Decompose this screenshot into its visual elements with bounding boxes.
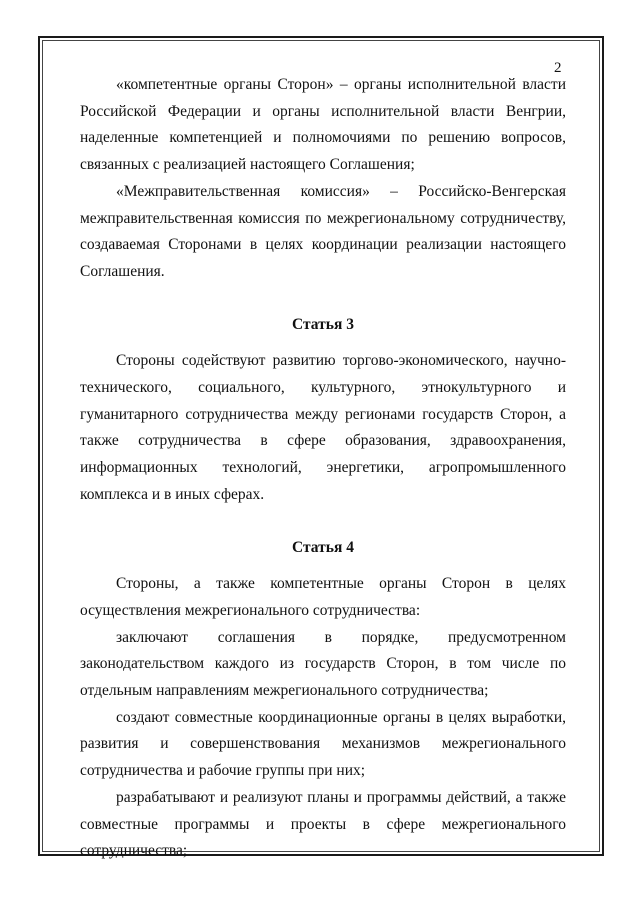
article-4-item-programs: разрабатывают и реализуют планы и программы действий, а также совместные программы и проекты в сфере межрегионального сотрудничества;	[80, 788, 566, 860]
article-4-intro: Стороны, а также компетентные органы Сторон в целях осуществления межрегионального сотрудничества:	[80, 575, 566, 619]
article-4-heading: Статья 4	[292, 538, 354, 556]
article-3-text: Стороны содействуют развитию торгово-экономического, научно-технического, социального, культурного, этнокультурного и гуманитарного сотрудничества между регионами государств Сторон, а также сотрудничества в сфере образования, здравоохранения, информационных технологий, энергетики, агропромышленного комплекса и в иных сферах.	[80, 352, 566, 503]
page-number: 2	[554, 60, 562, 76]
document-body	[80, 72, 566, 865]
article-4-item-coordination-bodies: создают совместные координационные органы в целях выработки, развития и совершенствования механизмов межрегионального сотрудничества и рабочие группы при них;	[80, 708, 566, 780]
article-3-heading: Статья 3	[292, 315, 354, 333]
definition-intergovernmental-commission: «Межправительственная комиссия» – Российско-Венгерская межправительственная комиссия по межрегиональному сотрудничеству, создаваемая Сторонами в целях координации реализации настоящего Соглашения.	[80, 182, 566, 280]
article-4-item-agreements: заключают соглашения в порядке, предусмотренном законодательством каждого из государств Сторон, в том числе по отдельным направлениям межрегионального сотрудничества;	[80, 628, 566, 700]
definition-competent-bodies: «компетентные органы Сторон» – органы исполнительной власти Российской Федерации и органы исполнительной власти Венгрии, наделенные компетенцией и полномочиями по решению вопросов, связанных с реализацией настоящего Соглашения;	[80, 76, 566, 174]
